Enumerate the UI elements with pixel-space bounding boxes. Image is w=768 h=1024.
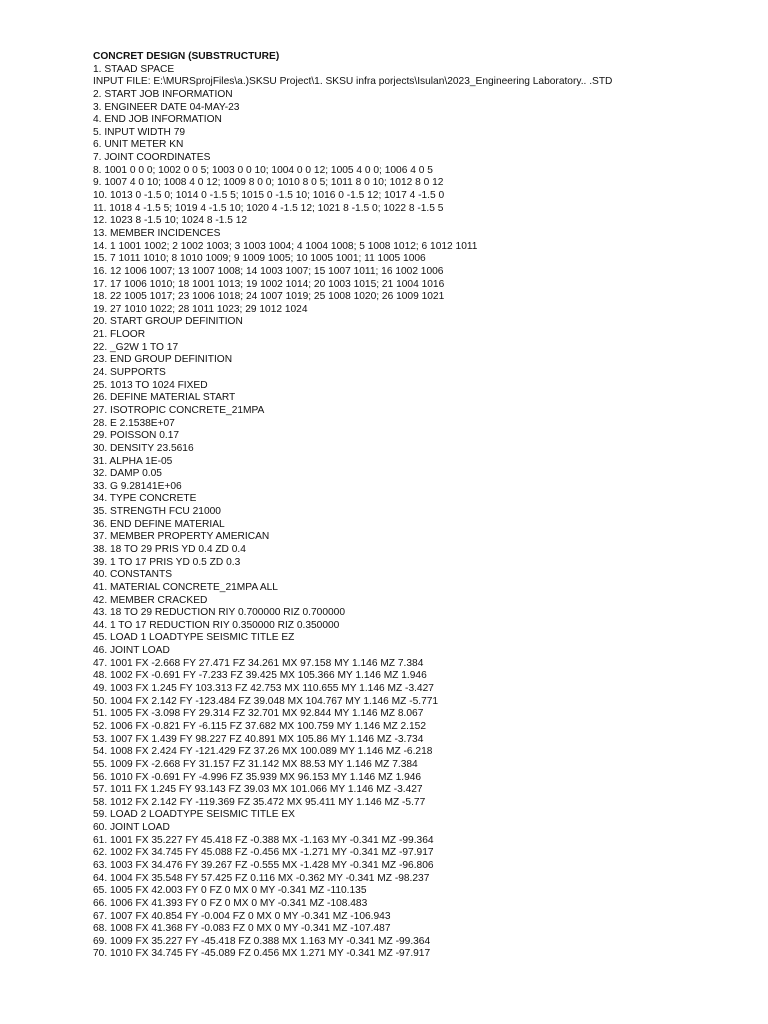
document-line: 55. 1009 FX -2.668 FY 31.157 FZ 31.142 MX 88.53 MY 1.146 MZ 7.384 (93, 758, 418, 770)
document-line: 7. JOINT COORDINATES (93, 152, 211, 164)
document-line: 16. 12 1006 1007; 13 1007 1008; 14 1003 1007; 15 1007 1011; 16 1002 1006 (93, 265, 444, 277)
document-line: 27. ISOTROPIC CONCRETE_21MPA (93, 404, 265, 416)
document-line: 53. 1007 FX 1.439 FY 98.227 FZ 40.891 MX 105.86 MY 1.146 MZ -3.734 (93, 733, 424, 745)
document-line: 43. 18 TO 29 REDUCTION RIY 0.700000 RIZ 0.700000 (93, 607, 345, 619)
document-line: 52. 1006 FX -0.821 FY -6.115 FZ 37.682 MX 100.759 MY 1.146 MZ 2.152 (93, 720, 426, 732)
document-line: 29. POISSON 0.17 (93, 430, 180, 442)
document-title: CONCRET DESIGN (SUBSTRUCTURE) (93, 51, 280, 62)
document-line: 46. JOINT LOAD (93, 645, 170, 657)
document-line: 50. 1004 FX 2.142 FY -123.484 FZ 39.048 MX 104.767 MY 1.146 MZ -5.771 (93, 695, 439, 707)
document-line: 3. ENGINEER DATE 04-MAY-23 (93, 101, 240, 113)
document-line: 40. CONSTANTS (93, 569, 173, 581)
document-line: 22. _G2W 1 TO 17 (93, 341, 179, 353)
document-line: 62. 1002 FX 34.745 FY 45.088 FZ -0.456 MX -1.271 MY -0.341 MZ -97.917 (93, 847, 434, 859)
document-line: 68. 1008 FX 41.368 FY -0.083 FZ 0 MX 0 MY -0.341 MZ -107.487 (93, 923, 391, 935)
document-line: INPUT FILE: E:\MURSprojFiles\a.)SKSU Project\1. SKSU infra porjects\Isulan\2023_Engineering Laboratory.. .STD (93, 76, 613, 88)
document-line: 26. DEFINE MATERIAL START (93, 392, 236, 404)
document-line: 44. 1 TO 17 REDUCTION RIY 0.350000 RIZ 0.350000 (93, 619, 340, 631)
document-line: 36. END DEFINE MATERIAL (93, 518, 225, 530)
document-line: 12. 1023 8 -1.5 10; 1024 8 -1.5 12 (93, 215, 248, 227)
document-line: 64. 1004 FX 35.548 FY 57.425 FZ 0.116 MX -0.362 MY -0.341 MZ -98.237 (93, 872, 430, 884)
document-line: 9. 1007 4 0 10; 1008 4 0 12; 1009 8 0 0; 1010 8 0 5; 1011 8 0 10; 1012 8 0 12 (93, 177, 444, 189)
document-line: 8. 1001 0 0 0; 1002 0 0 5; 1003 0 0 10; 1004 0 0 12; 1005 4 0 0; 1006 4 0 5 (93, 164, 433, 176)
document-line: 69. 1009 FX 35.227 FY -45.418 FZ 0.388 MX 1.163 MY -0.341 MZ -99.364 (93, 935, 431, 947)
document-line: 28. E 2.1538E+07 (93, 417, 175, 429)
document-line: 66. 1006 FX 41.393 FY 0 FZ 0 MX 0 MY -0.341 MZ -108.483 (93, 897, 368, 909)
document-line: 70. 1010 FX 34.745 FY -45.089 FZ 0.456 MX 1.271 MY -0.341 MZ -97.917 (93, 948, 431, 960)
document-line: 25. 1013 TO 1024 FIXED (93, 379, 208, 391)
document-line: 51. 1005 FX -3.098 FY 29.314 FZ 32.701 MX 92.844 MY 1.146 MZ 8.067 (93, 708, 424, 720)
document-line: 42. MEMBER CRACKED (93, 594, 208, 606)
document-line: 21. FLOOR (93, 329, 146, 341)
document-line: 58. 1012 FX 2.142 FY -119.369 FZ 35.472 MX 95.411 MY 1.146 MZ -5.77 (93, 796, 426, 808)
document-page (93, 51, 753, 961)
document-body (93, 64, 753, 961)
document-line: 1. STAAD SPACE (93, 63, 175, 75)
document-line: 2. START JOB INFORMATION (93, 88, 233, 100)
document-line: 37. MEMBER PROPERTY AMERICAN (93, 531, 270, 543)
document-line: 18. 22 1005 1017; 23 1006 1018; 24 1007 1019; 25 1008 1020; 26 1009 1021 (93, 291, 445, 303)
document-line: 48. 1002 FX -0.691 FY -7.233 FZ 39.425 MX 105.366 MY 1.146 MZ 1.946 (93, 670, 427, 682)
document-line: 35. STRENGTH FCU 21000 (93, 506, 221, 518)
document-line: 11. 1018 4 -1.5 5; 1019 4 -1.5 10; 1020 4 -1.5 12; 1021 8 -1.5 0; 1022 8 -1.5 5 (93, 202, 444, 214)
document-line: 45. LOAD 1 LOADTYPE SEISMIC TITLE EZ (93, 632, 295, 644)
document-line: 59. LOAD 2 LOADTYPE SEISMIC TITLE EX (93, 809, 295, 821)
document-line: 13. MEMBER INCIDENCES (93, 227, 221, 239)
document-line: 30. DENSITY 23.5616 (93, 442, 194, 454)
document-line: 67. 1007 FX 40.854 FY -0.004 FZ 0 MX 0 MY -0.341 MZ -106.943 (93, 910, 391, 922)
document-line: 17. 17 1006 1010; 18 1001 1013; 19 1002 1014; 20 1003 1015; 21 1004 1016 (93, 278, 445, 290)
document-line: 61. 1001 FX 35.227 FY 45.418 FZ -0.388 MX -1.163 MY -0.341 MZ -99.364 (93, 834, 434, 846)
document-line: 60. JOINT LOAD (93, 822, 170, 834)
document-line: 33. G 9.28141E+06 (93, 480, 182, 492)
document-line: 65. 1005 FX 42.003 FY 0 FZ 0 MX 0 MY -0.341 MZ -110.135 (93, 885, 367, 897)
document-line: 31. ALPHA 1E-05 (93, 455, 173, 467)
document-line: 6. UNIT METER KN (93, 139, 184, 151)
document-line: 14. 1 1001 1002; 2 1002 1003; 3 1003 1004; 4 1004 1008; 5 1008 1012; 6 1012 1011 (93, 240, 478, 252)
document-line: 34. TYPE CONCRETE (93, 493, 197, 505)
document-line: 10. 1013 0 -1.5 0; 1014 0 -1.5 5; 1015 0 -1.5 10; 1016 0 -1.5 12; 1017 4 -1.5 0 (93, 190, 445, 202)
document-line: 23. END GROUP DEFINITION (93, 354, 233, 366)
document-line: 47. 1001 FX -2.668 FY 27.471 FZ 34.261 MX 97.158 MY 1.146 MZ 7.384 (93, 657, 424, 669)
document-line: 32. DAMP 0.05 (93, 468, 162, 480)
document-line: 49. 1003 FX 1.245 FY 103.313 FZ 42.753 MX 110.655 MY 1.146 MZ -3.427 (93, 683, 434, 695)
document-line: 15. 7 1011 1010; 8 1010 1009; 9 1009 1005; 10 1005 1001; 11 1005 1006 (93, 253, 426, 265)
document-line: 39. 1 TO 17 PRIS YD 0.5 ZD 0.3 (93, 556, 241, 568)
document-line: 5. INPUT WIDTH 79 (93, 126, 186, 138)
document-line: 56. 1010 FX -0.691 FY -4.996 FZ 35.939 MX 96.153 MY 1.146 MZ 1.946 (93, 771, 422, 783)
document-line: 4. END JOB INFORMATION (93, 114, 222, 126)
document-line: 24. SUPPORTS (93, 367, 166, 379)
document-line: 54. 1008 FX 2.424 FY -121.429 FZ 37.26 MX 100.089 MY 1.146 MZ -6.218 (93, 746, 433, 758)
document-line: 38. 18 TO 29 PRIS YD 0.4 ZD 0.4 (93, 543, 246, 555)
document-line: 63. 1003 FX 34.476 FY 39.267 FZ -0.555 MX -1.428 MY -0.341 MZ -96.806 (93, 860, 434, 871)
document-line: 19. 27 1010 1022; 28 1011 1023; 29 1012 1024 (93, 303, 308, 315)
document-line: 41. MATERIAL CONCRETE_21MPA ALL (93, 581, 278, 593)
document-line: 20. START GROUP DEFINITION (93, 316, 243, 328)
document-line: 57. 1011 FX 1.245 FY 93.143 FZ 39.03 MX 101.066 MY 1.146 MZ -3.427 (93, 784, 423, 796)
